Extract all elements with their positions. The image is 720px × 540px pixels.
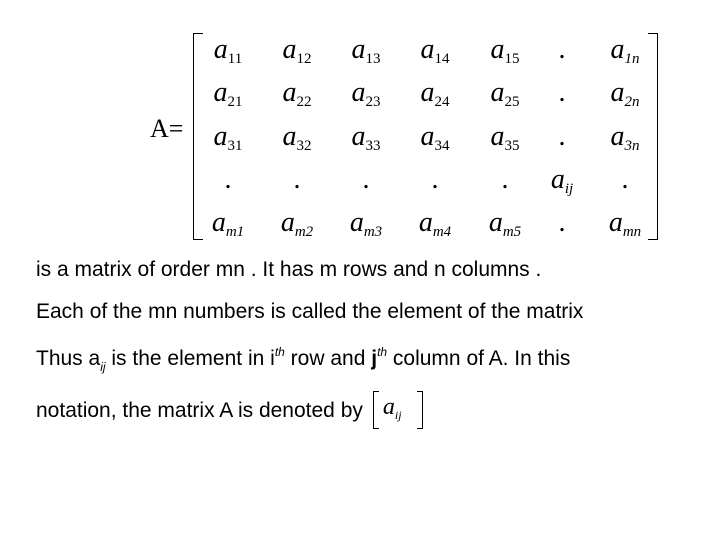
matrix-cell (193, 78, 263, 117)
matrix-cell (527, 78, 597, 108)
matrix-cell-base: a (420, 34, 435, 65)
inline-element-sub: ij (394, 408, 402, 422)
matrix-cell-base: a (608, 207, 623, 238)
text-line-4 (36, 391, 423, 427)
matrix-cell (527, 208, 597, 238)
matrix-cell-subscript: 35 (504, 138, 520, 154)
matrix-cell-subscript: 14 (434, 51, 450, 67)
matrix-cell-base: . (558, 207, 566, 238)
matrix-cell-subscript: 24 (434, 94, 450, 110)
matrix-cell-subscript: 1n (624, 51, 640, 67)
matrix-cell-subscript: 11 (227, 51, 243, 67)
matrix-cell-base: a (420, 121, 435, 152)
matrix-cell (400, 165, 470, 195)
matrix-cell-subscript: m5 (502, 224, 522, 240)
matrix-cell-subscript: m3 (363, 224, 383, 240)
matrix-cell (331, 165, 401, 195)
matrix-cell-subscript: 31 (227, 138, 243, 154)
matrix-cell (193, 165, 263, 195)
matrix-cell (400, 208, 470, 247)
matrix-cell-subscript: mn (622, 224, 642, 240)
matrix-cell-subscript: 32 (296, 138, 312, 154)
matrix-cell-base: a (610, 121, 625, 152)
matrix-cell-base: a (610, 77, 625, 108)
matrix-cell-base: . (621, 164, 629, 195)
matrix-cell-base: a (213, 77, 228, 108)
matrix-cell (590, 208, 660, 247)
matrix-cell-base: . (431, 164, 439, 195)
matrix-cell-base: a (280, 207, 295, 238)
text-line-3-sup2: th (377, 345, 388, 359)
matrix-cell-base: a (550, 164, 565, 195)
matrix-cell (400, 35, 470, 74)
matrix-cell (400, 78, 470, 117)
matrix-cell (590, 35, 660, 74)
matrix-cell-subscript: 25 (504, 94, 520, 110)
matrix-cell-base: . (558, 121, 566, 152)
matrix-cell-subscript: 3n (624, 138, 640, 154)
matrix-cell-base: a (349, 207, 364, 238)
matrix-cell-subscript: 2n (624, 94, 640, 110)
inline-matrix-element (383, 394, 402, 423)
matrix-cell (331, 122, 401, 161)
text-line-3-part2: is the element in i (105, 347, 275, 370)
matrix-cell-subscript: m4 (432, 224, 452, 240)
matrix-cell-base: a (351, 34, 366, 65)
matrix-cell-subscript: 12 (296, 51, 312, 67)
matrix-cell-subscript: m2 (294, 224, 314, 240)
matrix-cell-subscript: 22 (296, 94, 312, 110)
matrix-cell-base: a (282, 121, 297, 152)
matrix-cell (193, 35, 263, 74)
matrix-cell-base: a (213, 121, 228, 152)
matrix-cell-subscript: 34 (434, 138, 450, 154)
matrix-cell-base: a (490, 77, 505, 108)
text-line-3 (36, 345, 570, 374)
text-line-3-bold-j: j (371, 347, 378, 370)
matrix-cell (262, 122, 332, 161)
matrix-cell (262, 35, 332, 74)
matrix-cell-base: a (490, 34, 505, 65)
matrix-cell-base: a (490, 121, 505, 152)
matrix-cell-base: . (362, 164, 370, 195)
inline-left-bracket (373, 391, 379, 429)
matrix-cell-subscript: ij (564, 181, 574, 197)
matrix-cell (590, 165, 660, 195)
matrix-cell (331, 208, 401, 247)
matrix-cell-base: . (558, 34, 566, 65)
matrix-cell (193, 122, 263, 161)
matrix-cell-subscript: 23 (365, 94, 381, 110)
matrix-cell-base: a (282, 77, 297, 108)
text-line-3-sup1: th (274, 345, 285, 359)
matrix-cell-subscript: 33 (365, 138, 381, 154)
matrix-cell (590, 78, 660, 117)
text-line-3-part1: Thus a (36, 347, 101, 370)
matrix-cell-base: a (418, 207, 433, 238)
matrix-cell-base: . (501, 164, 509, 195)
inline-right-bracket (417, 391, 423, 429)
matrix-cell-base: a (351, 77, 366, 108)
matrix-cell-subscript: m1 (225, 224, 245, 240)
matrix-cell (590, 122, 660, 161)
matrix-cell-base: a (213, 34, 228, 65)
text-line-1: is a matrix of order mn . It has m rows and n columns . (36, 258, 542, 281)
matrix-cell (527, 165, 597, 204)
matrix-cell (331, 78, 401, 117)
matrix-cell (331, 35, 401, 74)
matrix-cell (262, 78, 332, 117)
matrix-cell (262, 208, 332, 247)
matrix-cell-subscript: 15 (504, 51, 520, 67)
matrix-cell (527, 35, 597, 65)
text-line-3-part3: row and (284, 347, 372, 370)
matrix-cell-base: . (558, 77, 566, 108)
matrix-cell (262, 165, 332, 195)
matrix-cell-base: a (610, 34, 625, 65)
matrix-cell-base: a (420, 77, 435, 108)
matrix-cell-subscript: 21 (227, 94, 243, 110)
text-line-4-part1: notation, the matrix A is denoted by (36, 399, 363, 422)
matrix-cell-base: . (224, 164, 232, 195)
inline-matrix-notation (373, 391, 423, 427)
text-line-2: Each of the mn numbers is called the element of the matrix (36, 300, 584, 323)
inline-element-base: a (382, 394, 395, 420)
matrix-cell-base: a (211, 207, 226, 238)
matrix-cell-base: a (351, 121, 366, 152)
matrix-cell-base: a (282, 34, 297, 65)
matrix-cell-base: . (293, 164, 301, 195)
matrix-cell-subscript: 13 (365, 51, 381, 67)
text-line-3-sub1: ij (100, 360, 106, 374)
matrix-cell (400, 122, 470, 161)
matrix-label: A= (150, 114, 184, 143)
matrix-cell (193, 208, 263, 247)
matrix-cell (527, 122, 597, 152)
matrix-cell-base: a (488, 207, 503, 238)
text-line-3-part4: column of A. In this (387, 347, 571, 370)
